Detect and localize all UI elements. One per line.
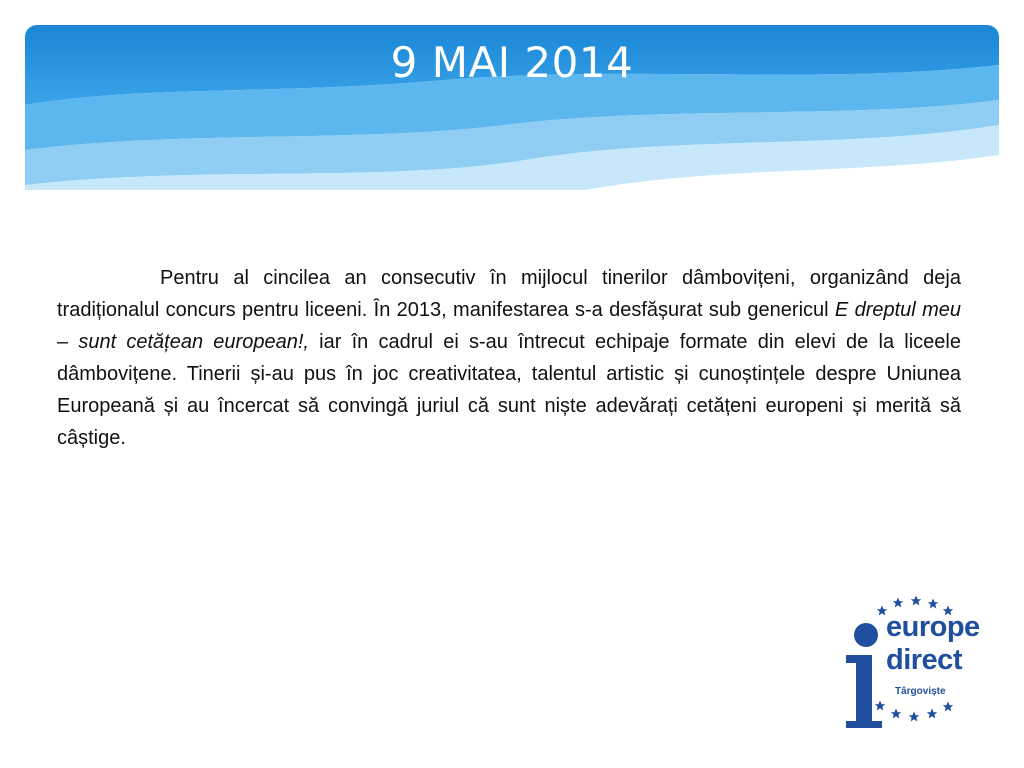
logo-text-europe: europe xyxy=(886,611,980,643)
contest-title: E dreptul meu – sunt cetățean european!, xyxy=(57,299,961,353)
body-text-part1: Pentru al cincilea an consecutiv în mijlocul tinerilor dâmbovițeni, organizând deja tradiționalul concurs pentru liceeni. În 2013, manifestarea s-a desfășurat sub genericul xyxy=(57,267,961,321)
logo-i-stem xyxy=(846,655,882,728)
slide-title: 9 MAI 2014 xyxy=(390,38,634,87)
body-text-part2: iar în cadrul ei s-au întrecut echipaje formate din elevi de la liceele dâmbovițene. Tinerii și-au pus în joc creativitatea, talentul artistic și cunoștințele despre Uniunea Europeană și au încercat să convingă juriul că sunt niște adevărați cetățeni europeni și merită să câștige. xyxy=(57,331,961,449)
logo-i-dot xyxy=(854,623,878,647)
body-paragraph xyxy=(57,262,961,454)
logo-text-city: Târgoviște xyxy=(895,686,946,697)
logo-text-direct: direct xyxy=(886,644,962,676)
